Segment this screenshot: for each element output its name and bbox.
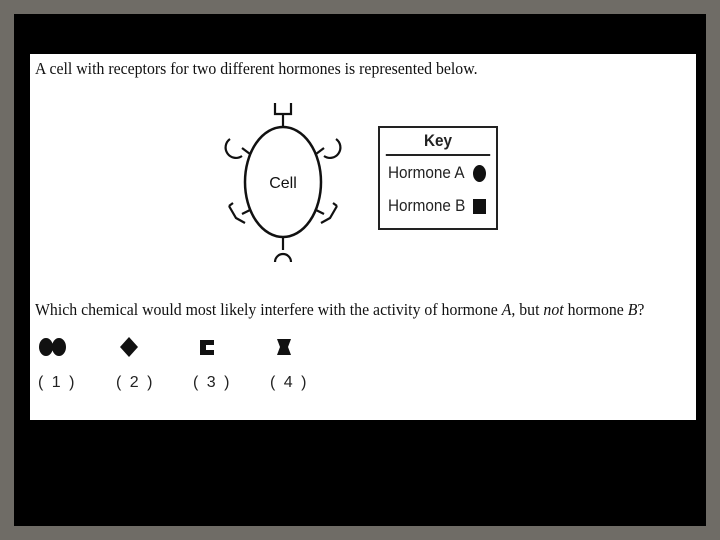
receptor-top bbox=[275, 103, 291, 127]
prompt-not: not bbox=[543, 300, 564, 319]
choice-4-shape bbox=[277, 339, 291, 355]
receptor-upper-left bbox=[226, 139, 250, 158]
key-hormone-b-label: Hormone B bbox=[388, 196, 466, 215]
cell-label: Cell bbox=[269, 175, 297, 192]
hormone-a-circle-icon bbox=[473, 165, 486, 182]
choice-3-shape bbox=[200, 340, 214, 355]
receptor-lower-left bbox=[229, 203, 250, 223]
prompt-hormone-b: B bbox=[627, 300, 638, 319]
choice-1-label[interactable]: ( 1 ) bbox=[38, 374, 77, 391]
choice-2-shape bbox=[120, 337, 138, 357]
key-row-hormone-b bbox=[380, 189, 496, 222]
key-hormone-a-label: Hormone A bbox=[388, 163, 465, 182]
choice-1-shape bbox=[39, 338, 66, 356]
key-row-hormone-a bbox=[380, 156, 496, 189]
prompt-end: ? bbox=[637, 300, 645, 319]
choice-3-label[interactable]: ( 3 ) bbox=[193, 374, 232, 391]
cell-diagram bbox=[30, 54, 696, 420]
question-sheet bbox=[30, 54, 696, 420]
question-prompt bbox=[35, 300, 644, 320]
key-box bbox=[378, 126, 498, 230]
prompt-hormone-a: A bbox=[501, 300, 512, 319]
receptor-bottom bbox=[275, 237, 291, 262]
prompt-text-1: Which chemical would most likely interfere with the activity of hormone bbox=[35, 300, 502, 319]
question-intro: A cell with receptors for two different hormones is represented below. bbox=[35, 59, 478, 78]
choice-2-label[interactable]: ( 2 ) bbox=[116, 374, 155, 391]
receptor-upper-right bbox=[316, 139, 340, 158]
hormone-b-square-icon bbox=[473, 199, 486, 214]
choice-4-label[interactable]: ( 4 ) bbox=[270, 374, 309, 391]
receptor-lower-right bbox=[316, 203, 337, 223]
prompt-text-2: , but bbox=[511, 300, 544, 319]
key-title: Key bbox=[386, 128, 490, 156]
prompt-text-3: hormone bbox=[563, 300, 628, 319]
